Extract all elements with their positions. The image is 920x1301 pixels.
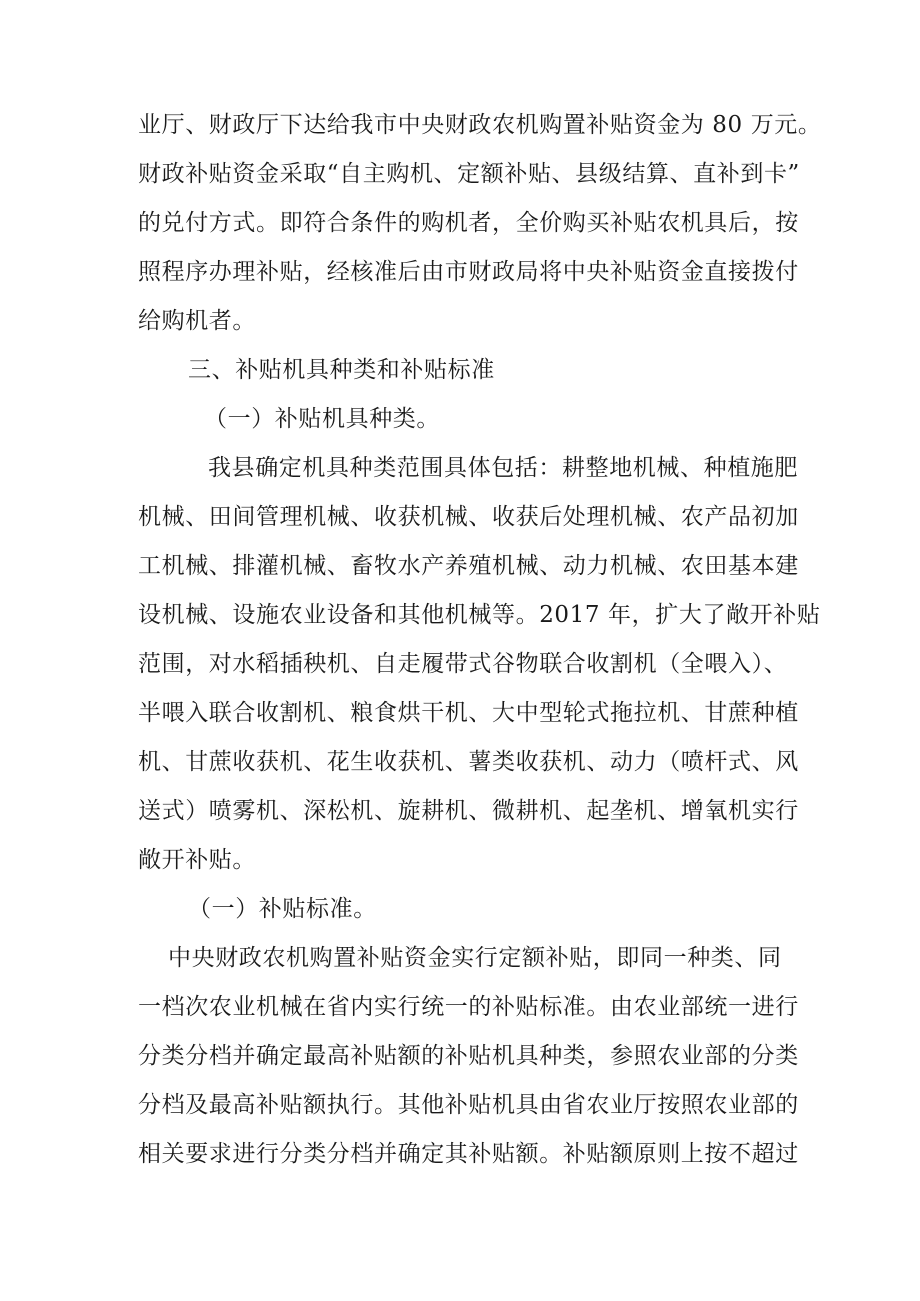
text-line: 机械、田间管理机械、收获机械、收获后处理机械、农产品初加 — [138, 504, 799, 530]
text-line: 送式）喷雾机、深松机、旋耕机、微耕机、起垄机、增氧机实行 — [138, 798, 799, 824]
text-line: 相关要求进行分类分档并确定其补贴额。补贴额原则上按不超过 — [138, 1141, 799, 1167]
text-line: 分档及最高补贴额执行。其他补贴机具由省农业厅按照农业部的 — [138, 1092, 799, 1118]
text-line: 一档次农业机械在省内实行统一的补贴标准。由农业部统一进行 — [138, 994, 799, 1020]
text-line: 我县确定机具种类范围具体包括：耕整地机械、种植施肥 — [208, 455, 798, 481]
text-line: 范围，对水稻插秧机、自走履带式谷物联合收割机（全喂入）、 — [138, 651, 788, 677]
text-line: 业厅、财政厅下达给我市中央财政农机购置补贴资金为 80 万元。 — [138, 112, 822, 138]
text-line: 给购机者。 — [138, 308, 256, 334]
text-line: 财政补贴资金采取“自主购机、定额补贴、县级结算、直补到卡” — [138, 161, 800, 187]
section-heading: 三、补贴机具种类和补贴标准 — [188, 357, 495, 383]
text-line: 设机械、设施农业设备和其他机械等。2017 年，扩大了敞开补贴 — [138, 602, 821, 628]
text-line: 工机械、排灌机械、畜牧水产养殖机械、动力机械、农田基本建 — [138, 553, 799, 579]
subsection-heading: （一）补贴标准。 — [188, 896, 377, 922]
text-line: 半喂入联合收割机、粮食烘干机、大中型轮式拖拉机、甘蔗种植 — [138, 700, 799, 726]
text-line: 照程序办理补贴，经核准后由市财政局将中央补贴资金直接拨付 — [138, 259, 799, 285]
subsection-heading: （一）补贴机具种类。 — [204, 406, 440, 432]
text-line: 的兑付方式。即符合条件的购机者，全价购买补贴农机具后，按 — [138, 210, 799, 236]
text-line: 敞开补贴。 — [138, 847, 256, 873]
text-line: 机、甘蔗收获机、花生收获机、薯类收获机、动力（喷杆式、风 — [138, 749, 799, 775]
text-line: 分类分档并确定最高补贴额的补贴机具种类，参照农业部的分类 — [138, 1043, 799, 1069]
text-line: 中央财政农机购置补贴资金实行定额补贴，即同一种类、同 — [168, 945, 782, 971]
